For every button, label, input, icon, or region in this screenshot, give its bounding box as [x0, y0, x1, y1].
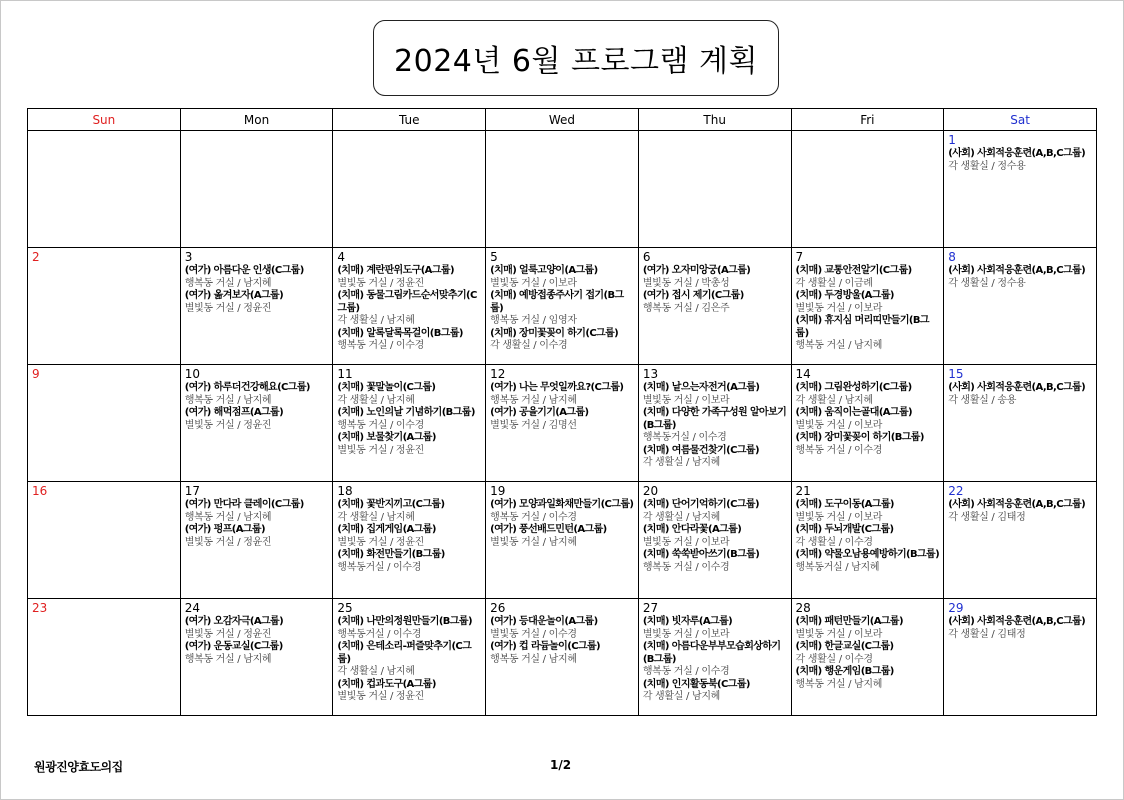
- event-location-staff: 행복동 거실 / 이수경: [490, 511, 577, 523]
- calendar-day-cell: [486, 131, 639, 248]
- program-event: [796, 432, 941, 457]
- event-name: (치매) 교통안전알기(C그룹): [795, 265, 912, 276]
- calendar-day-cell: [791, 482, 944, 599]
- event-name: (치매) 동물그림카드순서맞추기(C그룹): [337, 290, 477, 314]
- day-number: 25: [337, 601, 353, 615]
- event-name: (치매) 꽃말놀이(C그룹): [337, 382, 436, 393]
- calendar-day-cell: [180, 482, 333, 599]
- event-name: (치매) 컵과도구(A그룹): [337, 678, 436, 690]
- event-location-staff: 별빛동 거실 / 이보라: [642, 394, 730, 406]
- event-location-staff: 별빛동 거실 / 정윤진: [184, 536, 272, 548]
- day-number: 4: [337, 250, 346, 264]
- event-name: (여가) 등대운놀이(A그룹): [490, 616, 598, 627]
- calendar-week-row: [28, 482, 1097, 599]
- event-name: (치매) 보물찾기(A그룹): [337, 432, 436, 443]
- event-name: (여가) 해먹점프(A그룹): [184, 407, 284, 418]
- calendar-day-cell: [333, 248, 486, 365]
- program-event: [337, 290, 482, 328]
- event-name: (치매) 노인의날 기념하기(B그룹): [337, 407, 475, 418]
- program-event: [948, 382, 1093, 407]
- program-event: [185, 499, 330, 524]
- event-name: (치매) 예방접종주사기 접기(B그룹): [490, 290, 624, 314]
- day-number: 12: [490, 367, 506, 381]
- weekday-header-row: [28, 109, 1097, 131]
- event-name: (여가) 오감자극(A그룹): [184, 616, 284, 627]
- event-location-staff: 별빛동 거실 / 정윤진: [337, 277, 424, 289]
- event-name: (여가) 컵 라듐놀이(C그룹): [490, 641, 601, 652]
- day-number: 7: [795, 250, 804, 264]
- calendar-day-cell: [180, 131, 333, 248]
- day-number: 15: [948, 367, 964, 381]
- program-event: [337, 549, 482, 574]
- event-name: (여가) 접시 제기(C그룹): [642, 290, 744, 301]
- event-name: (치매) 도구이동(A그룹): [795, 499, 894, 510]
- program-event: [643, 445, 788, 470]
- event-name: (사회) 사회적응훈련(A,B,C그룹): [948, 616, 1086, 627]
- program-event: [185, 524, 330, 549]
- event-location-staff: 각 생활실 / 김태정: [948, 511, 1026, 523]
- day-number: 1: [948, 133, 956, 147]
- day-number: 2: [32, 250, 40, 264]
- calendar-day-cell: [791, 599, 944, 716]
- event-location-staff: 별빛동 거실 / 이보라: [490, 277, 577, 289]
- program-event: [643, 616, 788, 641]
- event-location-staff: 행복동 거실 / 남지혜: [184, 394, 272, 406]
- event-location-staff: 각 생활실 / 송용: [948, 394, 1017, 406]
- calendar-day-cell: [28, 482, 181, 599]
- event-name: (치매) 한글교실(C그룹): [795, 641, 894, 652]
- event-name: (여가) 만다라 클레이(C그룹): [184, 499, 304, 510]
- program-event: [796, 616, 941, 641]
- calendar-day-cell: [638, 599, 791, 716]
- program-event: [490, 290, 635, 328]
- program-event: [185, 265, 330, 290]
- event-name: (치매) 인지활동북(C그룹): [642, 678, 750, 690]
- program-event: [337, 432, 482, 457]
- program-event: [337, 407, 482, 432]
- event-name: (사회) 사회적응훈련(A,B,C그룹): [948, 265, 1086, 276]
- program-event: [337, 382, 482, 407]
- day-number: 29: [948, 601, 964, 615]
- day-number: 22: [948, 484, 964, 498]
- program-event: [337, 499, 482, 524]
- event-name: (사회) 사회적응훈련(A,B,C그룹): [948, 382, 1086, 393]
- event-location-staff: 별빛동 거실 / 박총성: [642, 277, 730, 289]
- program-event: [796, 407, 941, 432]
- event-location-staff: 행복동 거실 / 이수경: [795, 444, 883, 456]
- event-location-staff: 각 생활실 / 남지혜: [642, 511, 721, 523]
- event-location-staff: 각 생활실 / 이수경: [490, 340, 568, 351]
- event-location-staff: 행복동 거실 / 남지혜: [184, 511, 272, 523]
- event-name: (치매) 휴지심 머리띠만들기(B그룹): [795, 315, 929, 339]
- program-event: [643, 290, 788, 315]
- calendar-day-cell: [28, 131, 181, 248]
- weekday-header-tue: Tue: [333, 109, 486, 131]
- calendar-day-cell: [638, 131, 791, 248]
- calendar-day-cell: [944, 482, 1097, 599]
- program-event: [643, 641, 788, 679]
- weekday-header-sat: Sat: [944, 109, 1097, 131]
- event-name: (치매) 두경방울(A그룹): [795, 290, 894, 301]
- program-event: [185, 290, 330, 315]
- program-event: [948, 148, 1093, 173]
- event-location-staff: 별빛동 거실 / 이보라: [642, 628, 730, 640]
- program-event: [796, 290, 941, 315]
- calendar-day-cell: [638, 365, 791, 482]
- event-location-staff: 행복동 거실 / 이수경: [337, 419, 424, 431]
- event-location-staff: 별빛동 거실 / 남지혜: [490, 536, 577, 548]
- event-location-staff: 행복동 거실 / 남지혜: [795, 678, 883, 690]
- event-location-staff: 별빛동 거실 / 정윤진: [337, 444, 424, 456]
- calendar-day-cell: [28, 365, 181, 482]
- program-event: [796, 524, 941, 549]
- event-location-staff: 행복동 거실 / 남지혜: [490, 394, 577, 406]
- program-event: [337, 524, 482, 549]
- event-name: (여가) 오자미앙궁(A그룹): [642, 265, 751, 276]
- event-name: (여가) 공을기기(A그룹): [490, 407, 589, 418]
- calendar-day-cell: [180, 599, 333, 716]
- program-event: [796, 265, 941, 290]
- event-name: (여가) 아름다운 인생(C그룹): [184, 265, 304, 276]
- calendar-week-row: [28, 248, 1097, 365]
- event-location-staff: 행복동 거실 / 남지혜: [795, 340, 883, 351]
- program-event: [643, 499, 788, 524]
- weekday-header-wed: Wed: [486, 109, 639, 131]
- program-event: [490, 407, 635, 432]
- event-location-staff: 각 생활실 / 남지혜: [795, 394, 873, 406]
- weekday-header-mon: Mon: [180, 109, 333, 131]
- event-location-staff: 각 생활실 / 남지혜: [337, 315, 415, 326]
- event-location-staff: 각 생활실 / 정수용: [948, 277, 1026, 289]
- day-number: 3: [184, 250, 193, 264]
- program-event: [643, 524, 788, 549]
- calendar-day-cell: [944, 599, 1097, 716]
- event-name: (치매) 다양한 가족구성원 알아보기(B그룹): [642, 407, 787, 431]
- program-event: [337, 679, 482, 704]
- event-location-staff: 행복동 거실 / 이수경: [337, 340, 424, 351]
- day-number: 13: [642, 367, 659, 381]
- program-event: [490, 524, 635, 549]
- event-location-staff: 행복동거실 / 이수경: [642, 432, 727, 443]
- event-name: (치매) 은테소리-퍼즐맞추기(C그룹): [337, 641, 472, 665]
- footer-organization: 원광진양효도의집: [34, 760, 123, 774]
- event-name: (여가) 풍선배드민턴(A그룹): [490, 524, 607, 535]
- event-location-staff: 행복동 거실 / 김은주: [642, 302, 730, 314]
- event-name: (여가) 옮겨보자(A그룹): [184, 290, 284, 301]
- event-name: (치매) 계란판위도구(A그룹): [337, 265, 454, 276]
- event-name: (여가) 펑프(A그룹): [184, 524, 265, 535]
- calendar-day-cell: [944, 248, 1097, 365]
- weekday-header-fri: Fri: [791, 109, 944, 131]
- event-name: (치매) 장미꽃꽂이 하기(B그룹): [795, 432, 924, 443]
- weekday-header-sun: Sun: [28, 109, 181, 131]
- day-number: 5: [490, 250, 498, 264]
- event-location-staff: 별빛동 거실 / 이보라: [795, 419, 883, 431]
- event-location-staff: 각 생활실 / 남지혜: [642, 691, 721, 702]
- event-name: (치매) 알록달록목걸이(B그룹): [337, 327, 463, 339]
- calendar-day-cell: [486, 248, 639, 365]
- day-number: 9: [32, 367, 40, 381]
- event-name: (치매) 낱으는자전거(A그룹): [642, 382, 760, 393]
- event-name: (치매) 화전만들기(B그룹): [337, 549, 445, 560]
- event-location-staff: 별빛동 거실 / 이보라: [642, 536, 730, 548]
- day-number: 23: [32, 601, 48, 615]
- event-location-staff: 각 생활실 / 정수용: [948, 160, 1026, 172]
- calendar-day-cell: [638, 248, 791, 365]
- event-location-staff: 각 생활실 / 남지혜: [337, 666, 415, 677]
- day-number: 18: [337, 484, 353, 498]
- event-location-staff: 각 생활실 / 남지혜: [337, 394, 415, 406]
- program-event: [185, 616, 330, 641]
- event-location-staff: 각 생활실 / 남지혜: [642, 457, 721, 468]
- calendar-day-cell: [944, 365, 1097, 482]
- event-location-staff: 별빛동 거실 / 정윤진: [337, 536, 424, 548]
- event-name: (치매) 집게게임(A그룹): [337, 524, 436, 535]
- event-location-staff: 행복동 거실 / 임영자: [490, 315, 577, 326]
- event-name: (치매) 쑥쑥받아쓰기(B그룹): [642, 549, 760, 560]
- event-name: (치매) 패턴만들기(A그룹): [795, 616, 903, 627]
- event-location-staff: 별빛동 거실 / 이보라: [795, 628, 883, 640]
- event-name: (치매) 얼룩고양이(A그룹): [490, 265, 598, 276]
- event-location-staff: 행복동거실 / 이수경: [337, 561, 422, 573]
- calendar-day-cell: [791, 365, 944, 482]
- calendar-day-cell: [333, 365, 486, 482]
- day-number: 19: [490, 484, 506, 498]
- event-location-staff: 각 생활실 / 이금례: [795, 277, 873, 289]
- event-name: (치매) 안다라꽃(A그룹): [642, 524, 742, 535]
- event-name: (여가) 운동교실(C그룹): [184, 641, 283, 652]
- calendar-day-cell: [28, 599, 181, 716]
- program-event: [490, 382, 635, 407]
- day-number: 21: [795, 484, 811, 498]
- program-event: [643, 549, 788, 574]
- program-event: [337, 265, 482, 290]
- event-name: (사회) 사회적응훈련(A,B,C그룹): [948, 499, 1086, 510]
- day-number: 17: [184, 484, 200, 498]
- calendar-day-cell: [638, 482, 791, 599]
- event-location-staff: 각 생활실 / 이수경: [795, 653, 873, 665]
- event-location-staff: 행복동거실 / 이수경: [337, 628, 422, 640]
- day-number: 8: [948, 250, 956, 264]
- event-location-staff: 각 생활실 / 김태정: [948, 628, 1026, 640]
- event-name: (치매) 두뇌개발(C그룹): [795, 524, 894, 535]
- program-event: [796, 499, 941, 524]
- event-location-staff: 행복동 거실 / 이수경: [642, 666, 730, 677]
- event-location-staff: 행복동 거실 / 남지혜: [184, 277, 272, 289]
- program-event: [337, 641, 482, 679]
- event-location-staff: 별빛동 거실 / 정윤진: [184, 628, 272, 640]
- event-name: (치매) 여름물건찾기(C그룹): [642, 444, 759, 456]
- calendar-day-cell: [333, 131, 486, 248]
- program-event: [796, 549, 941, 574]
- program-event: [490, 499, 635, 524]
- day-number: 24: [184, 601, 200, 615]
- program-event: [490, 616, 635, 641]
- calendar-day-cell: [180, 365, 333, 482]
- calendar-day-cell: [486, 365, 639, 482]
- event-location-staff: 별빛동 거실 / 이수경: [490, 628, 577, 640]
- calendar-day-cell: [180, 248, 333, 365]
- event-location-staff: 행복동 거실 / 남지혜: [490, 653, 577, 665]
- calendar-day-cell: [486, 599, 639, 716]
- program-event: [796, 382, 941, 407]
- weekday-header-thu: Thu: [638, 109, 791, 131]
- calendar-week-row: [28, 365, 1097, 482]
- day-number: 27: [642, 601, 659, 615]
- program-event: [796, 641, 941, 666]
- event-name: (치매) 약물오남용예방하기(B그룹): [795, 549, 940, 560]
- event-name: (치매) 빗자루(A그룹): [642, 616, 733, 627]
- day-number: 14: [795, 367, 811, 381]
- event-name: (치매) 아름다운부부모습회상하기(B그룹): [642, 641, 781, 665]
- day-number: 11: [337, 367, 353, 381]
- calendar-day-cell: [791, 131, 944, 248]
- calendar-day-cell: [333, 482, 486, 599]
- event-location-staff: 행복동 거실 / 남지혜: [184, 653, 272, 665]
- event-name: (치매) 움직이는골대(A그룹): [795, 407, 913, 418]
- event-location-staff: 별빛동 거실 / 정윤진: [337, 691, 424, 702]
- day-number: 16: [32, 484, 48, 498]
- calendar-day-cell: [486, 482, 639, 599]
- event-name: (치매) 그림완성하기(C그룹): [795, 382, 912, 393]
- program-event: [337, 328, 482, 353]
- day-number: 28: [795, 601, 811, 615]
- event-name: (치매) 꽃반지끼고(C그룹): [337, 499, 445, 510]
- calendar-week-row: [28, 599, 1097, 716]
- event-location-staff: 별빛동 거실 / 김명선: [490, 419, 577, 431]
- event-location-staff: 별빛동 거실 / 이보라: [795, 511, 883, 523]
- event-name: (사회) 사회적응훈련(A,B,C그룹): [948, 148, 1086, 159]
- calendar-day-cell: [333, 599, 486, 716]
- event-location-staff: 별빛동 거실 / 이보라: [795, 302, 883, 314]
- program-event: [948, 499, 1093, 524]
- day-number: 10: [184, 367, 200, 381]
- program-event: [185, 382, 330, 407]
- event-name: (여가) 모양과일화채만들기(C그룹): [490, 499, 634, 510]
- program-event: [948, 265, 1093, 290]
- program-event: [796, 315, 941, 353]
- day-number: 20: [642, 484, 659, 498]
- day-number: 26: [490, 601, 506, 615]
- event-location-staff: 행복동 거실 / 이수경: [642, 561, 730, 573]
- program-event: [643, 407, 788, 445]
- event-location-staff: 각 생활실 / 남지혜: [337, 511, 415, 523]
- calendar-week-row: [28, 131, 1097, 248]
- event-name: (여가) 나는 무엇일까요?(C그룹): [490, 382, 624, 393]
- program-event: [490, 328, 635, 353]
- program-event: [337, 616, 482, 641]
- program-event: [490, 641, 635, 666]
- calendar-day-cell: [28, 248, 181, 365]
- program-event: [643, 382, 788, 407]
- program-event: [796, 666, 941, 691]
- event-location-staff: 별빛동 거실 / 정윤진: [184, 302, 272, 314]
- calendar-day-cell: [791, 248, 944, 365]
- calendar-day-cell: [944, 131, 1097, 248]
- program-event: [643, 265, 788, 290]
- event-location-staff: 행복동거실 / 남지혜: [795, 561, 880, 573]
- event-location-staff: 별빛동 거실 / 정윤진: [184, 419, 272, 431]
- program-event: [948, 616, 1093, 641]
- program-event: [643, 679, 788, 704]
- program-event: [185, 641, 330, 666]
- program-event: [185, 407, 330, 432]
- program-event: [490, 265, 635, 290]
- footer-page-number: 1/2: [550, 758, 572, 772]
- event-name: (치매) 장미꽃꽂이 하기(C그룹): [490, 327, 619, 339]
- event-name: (치매) 행운게임(B그룹): [795, 666, 894, 677]
- calendar-table: [27, 108, 1097, 716]
- event-name: (치매) 나만의정원만들기(B그룹): [337, 616, 472, 627]
- day-number: 6: [642, 250, 651, 264]
- page-title: 2024년 6월 프로그램 계획: [373, 20, 779, 96]
- event-name: (여가) 하루더건강해요(C그룹): [184, 382, 310, 393]
- event-location-staff: 각 생활실 / 이수경: [795, 536, 873, 548]
- event-name: (치매) 단어기억하기(C그룹): [642, 499, 759, 510]
